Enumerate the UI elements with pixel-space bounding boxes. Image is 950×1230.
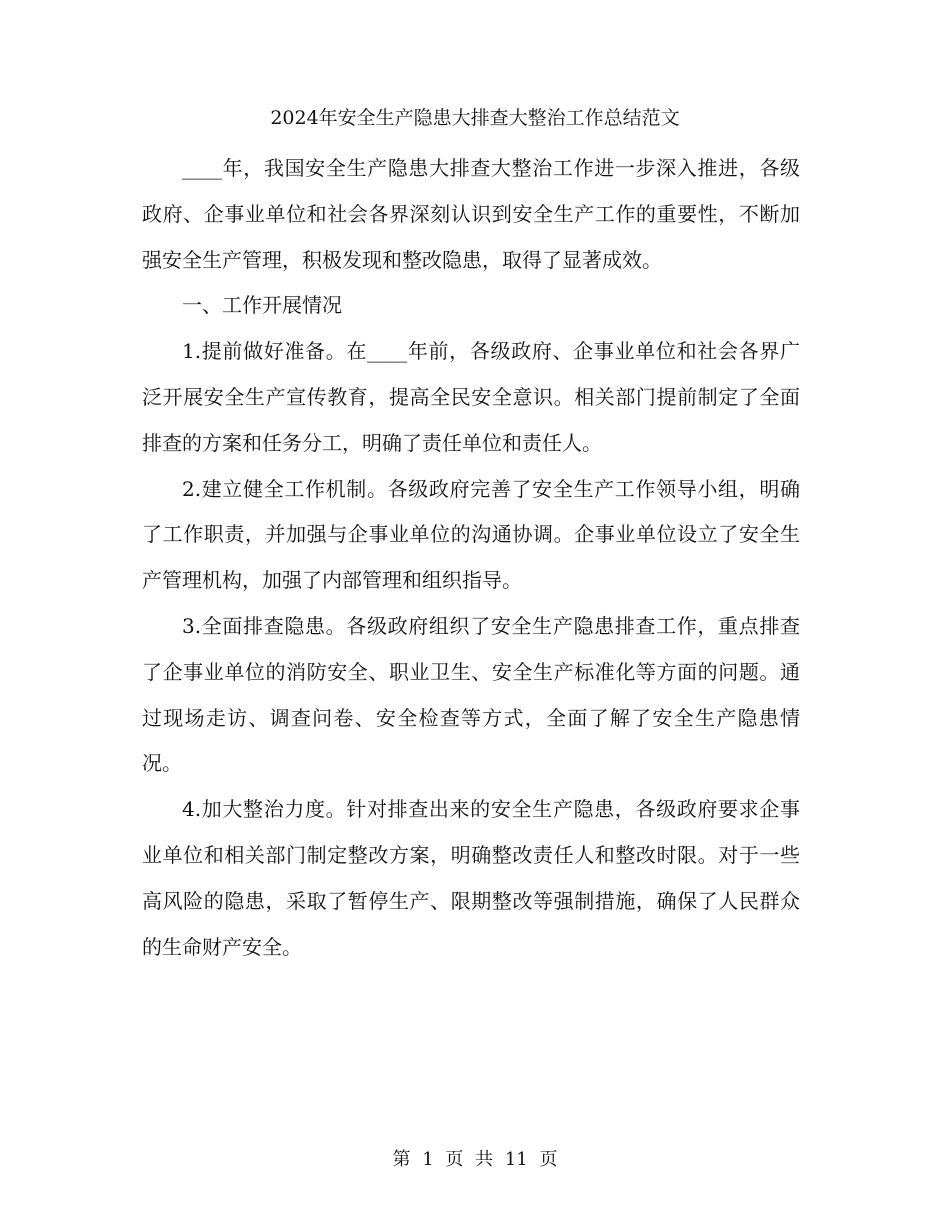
section-heading: 一、工作开展情况 bbox=[182, 293, 342, 318]
body-paragraph: 4.加大整治力度。针对排查出来的安全生产隐患，各级政府要求企事业单位和相关部门制定整改方案，明确整改责任人和整改时限。对于一些高风险的隐患，采取了暂停生产、限期整改等强制措施，确保了人民群众的生命财产安全。 bbox=[142, 797, 800, 959]
body-paragraph: 2.建立健全工作机制。各级政府完善了安全生产工作领导小组，明确了工作职责，并加强与企事业单位的沟通协调。企事业单位设立了安全生产管理机构，加强了内部管理和组织指导。 bbox=[142, 476, 800, 593]
body-paragraph: 1.提前做好准备。在____年前，各级政府、企事业单位和社会各界广泛开展安全生产宣传教育，提高全民安全意识。相关部门提前制定了全面排查的方案和任务分工，明确了责任单位和责任人。 bbox=[142, 339, 800, 455]
intro-paragraph: ____年，我国安全生产隐患大排查大整治工作进一步深入推进，各级政府、企事业单位和社会各界深刻认识到安全生产工作的重要性，不断加强安全生产管理，积极发现和整改隐患，取得了显著成效。 bbox=[142, 156, 800, 272]
page-footer: 第 1 页 共 11 页 bbox=[392, 1149, 558, 1170]
body-paragraph: 3.全面排查隐患。各级政府组织了安全生产隐患排查工作，重点排查了企事业单位的消防安全、职业卫生、安全生产标准化等方面的问题。通过现场走访、调查问卷、安全检查等方式，全面了解了安全生产隐患情况。 bbox=[142, 613, 800, 776]
document-body bbox=[142, 146, 800, 970]
document-title: 2024年安全生产隐患大排查大整治工作总结范文 bbox=[270, 107, 680, 129]
